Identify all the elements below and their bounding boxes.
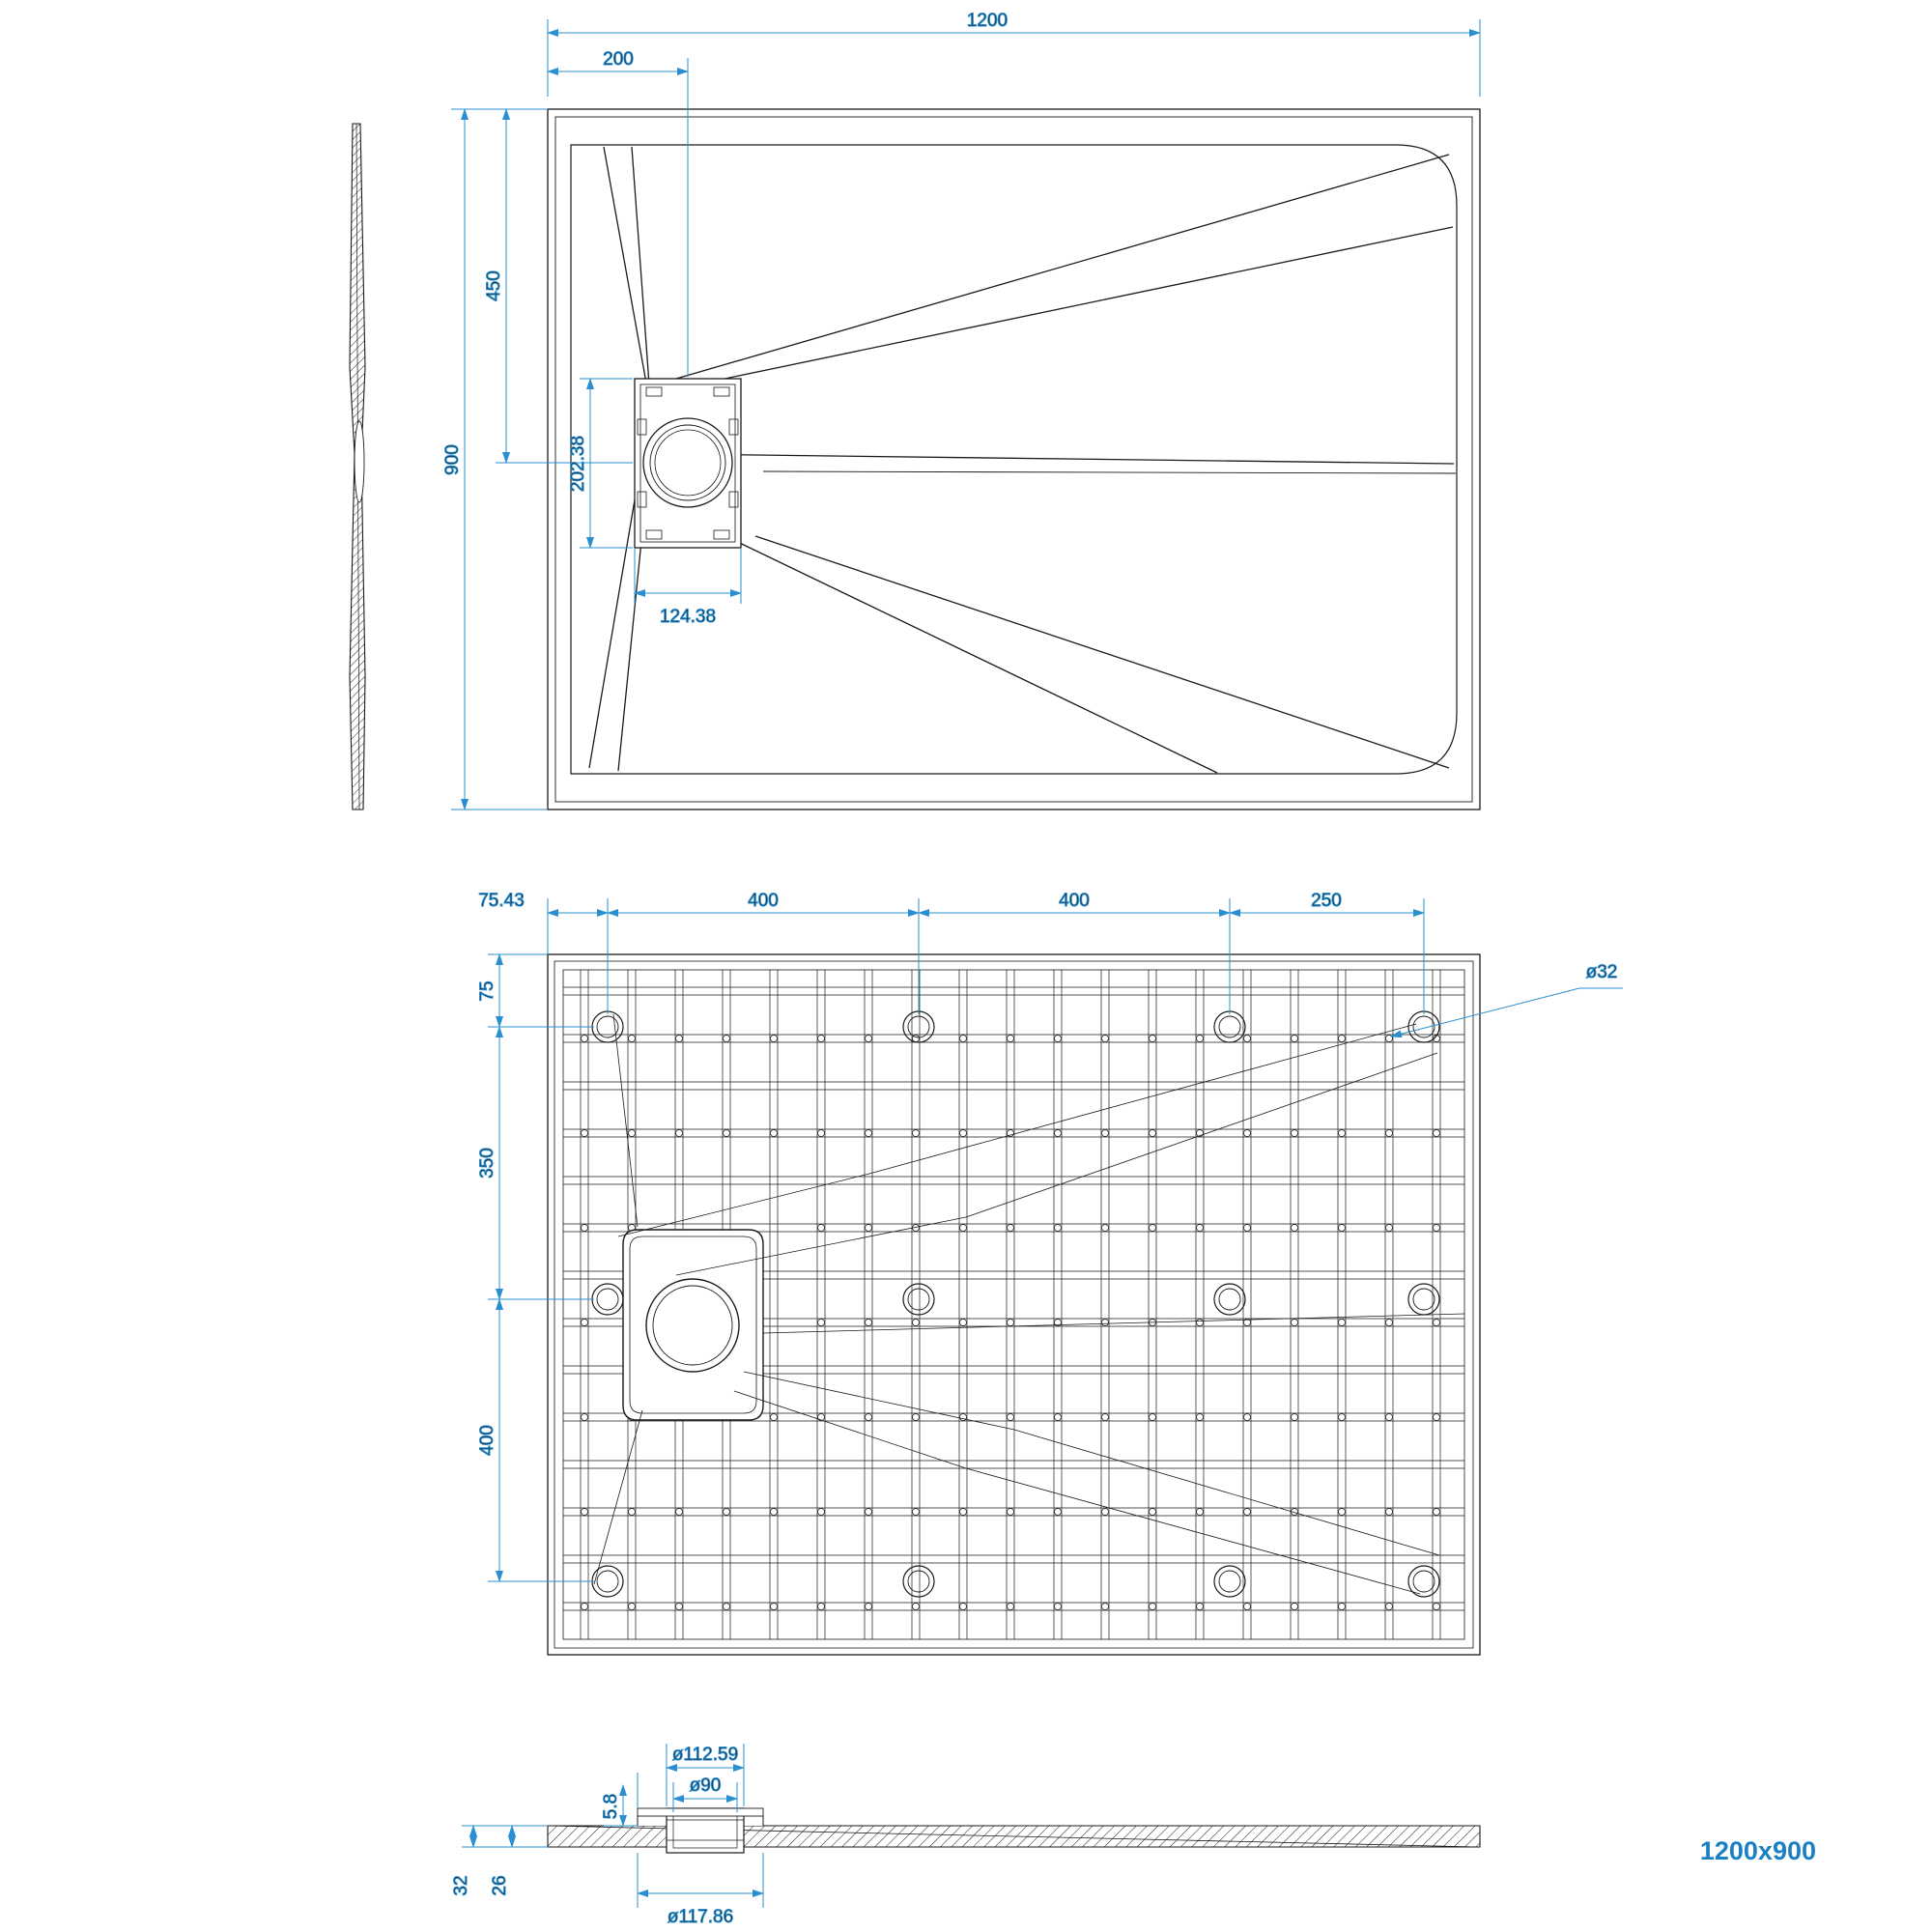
dim-200-label: 200 xyxy=(603,49,634,70)
dim-12438-label: 124.38 xyxy=(659,607,717,627)
dim-d11259-label: ø112.59 xyxy=(671,1745,739,1765)
dim-d90-label: ø90 xyxy=(689,1776,722,1796)
dim-overall-height xyxy=(442,109,548,810)
dim-7543-label: 75.43 xyxy=(478,891,525,911)
dim-span2-label: 400 xyxy=(1059,891,1090,911)
dim-900-label: 900 xyxy=(442,444,463,475)
dim-58-label: 5.8 xyxy=(601,1793,621,1820)
dim-350-label: 350 xyxy=(477,1148,497,1179)
dim-span3-label: 250 xyxy=(1311,891,1342,911)
dim-450-label: 450 xyxy=(484,270,504,301)
cross-section-view xyxy=(548,1808,1480,1853)
drain-boss xyxy=(623,1230,763,1420)
dim-32-label: 32 xyxy=(451,1875,471,1896)
part-size-label: 1200x900 xyxy=(1699,1836,1816,1865)
dim-400v-label: 400 xyxy=(477,1425,497,1456)
dim-d11786-label: ø117.86 xyxy=(667,1907,734,1927)
dim-20238-label: 202.38 xyxy=(568,435,588,493)
underside-view xyxy=(548,954,1480,1655)
dim-26-label: 26 xyxy=(490,1875,510,1896)
dim-1200-label: 1200 xyxy=(966,11,1009,31)
left-side-section xyxy=(350,124,365,810)
dim-d32-label: ø32 xyxy=(1585,962,1618,982)
dim-75-label: 75 xyxy=(477,980,497,1002)
dim-span1-label: 400 xyxy=(748,891,779,911)
